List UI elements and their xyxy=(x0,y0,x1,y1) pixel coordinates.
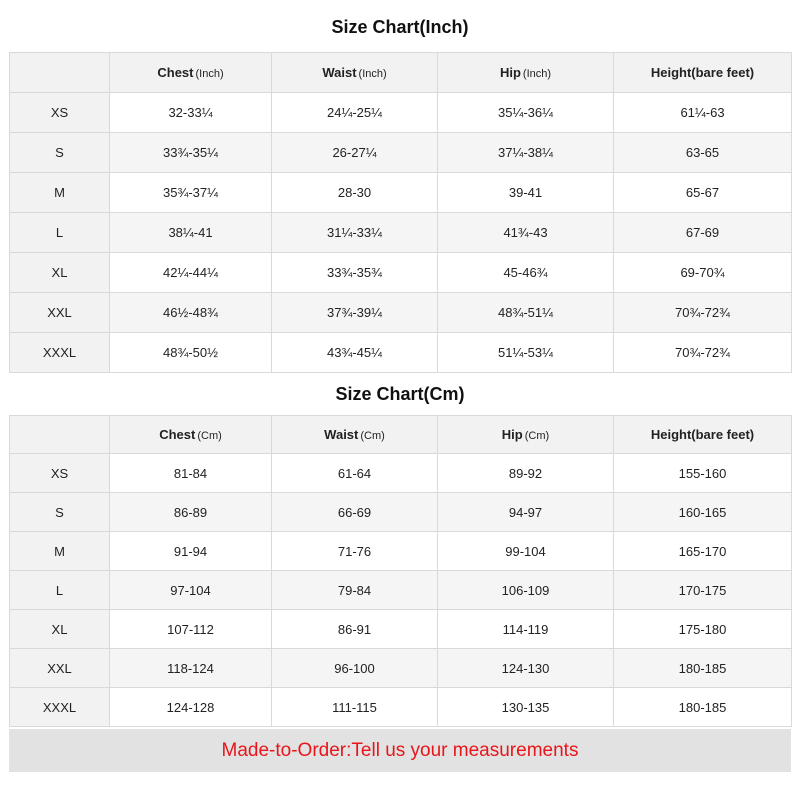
size-cell: XXXL xyxy=(10,688,110,727)
table-row xyxy=(10,333,792,373)
size-cell: XXXL xyxy=(10,333,110,373)
height-cell: 155-160 xyxy=(614,454,792,493)
waist-cell: 79-84 xyxy=(272,571,438,610)
table-row xyxy=(10,293,792,333)
waist-cell: 43¾-45¼ xyxy=(272,333,438,373)
height-cell: 69-70¾ xyxy=(614,253,792,293)
table-row xyxy=(10,610,792,649)
table-row xyxy=(10,173,792,213)
header-cell-size xyxy=(10,53,110,93)
header-cell-hip: Hip (Inch) xyxy=(438,53,614,93)
height-cell: 70¾-72¾ xyxy=(614,293,792,333)
height-cell: 67-69 xyxy=(614,213,792,253)
waist-cell: 86-91 xyxy=(272,610,438,649)
chest-cell: 118-124 xyxy=(110,649,272,688)
chest-cell: 42¼-44¼ xyxy=(110,253,272,293)
table-row xyxy=(10,253,792,293)
header-cell-chest: Chest (Cm) xyxy=(110,416,272,454)
size-cell: L xyxy=(10,571,110,610)
size-cell: M xyxy=(10,173,110,213)
waist-cell: 111-115 xyxy=(272,688,438,727)
chest-cell: 124-128 xyxy=(110,688,272,727)
chest-cell: 86-89 xyxy=(110,493,272,532)
waist-cell: 61-64 xyxy=(272,454,438,493)
height-cell: 160-165 xyxy=(614,493,792,532)
size-cell: S xyxy=(10,493,110,532)
height-cell: 63-65 xyxy=(614,133,792,173)
hip-cell: 37¼-38¼ xyxy=(438,133,614,173)
header-cell-size xyxy=(10,416,110,454)
waist-cell: 31¼-33¼ xyxy=(272,213,438,253)
size-cell: S xyxy=(10,133,110,173)
size-cell: XL xyxy=(10,610,110,649)
header-cell-height: Height(bare feet) xyxy=(614,416,792,454)
waist-cell: 28-30 xyxy=(272,173,438,213)
chest-cell: 48¾-50½ xyxy=(110,333,272,373)
chest-cell: 33¾-35¼ xyxy=(110,133,272,173)
chest-cell: 46½-48¾ xyxy=(110,293,272,333)
cm-size-table xyxy=(9,415,792,727)
hip-cell: 51¼-53¼ xyxy=(438,333,614,373)
inch-size-table xyxy=(9,52,792,373)
table-row xyxy=(10,571,792,610)
hip-cell: 106-109 xyxy=(438,571,614,610)
chest-cell: 35¾-37¼ xyxy=(110,173,272,213)
header-cell-height: Height(bare feet) xyxy=(614,53,792,93)
table-row xyxy=(10,93,792,133)
size-cell: XXL xyxy=(10,293,110,333)
waist-cell: 26-27¼ xyxy=(272,133,438,173)
table-row xyxy=(10,649,792,688)
hip-cell: 45-46¾ xyxy=(438,253,614,293)
cm-chart-title: Size Chart(Cm) xyxy=(335,384,465,404)
table-row xyxy=(10,133,792,173)
height-cell: 70¾-72¾ xyxy=(614,333,792,373)
chest-cell: 91-94 xyxy=(110,532,272,571)
chest-cell: 38¼-41 xyxy=(110,213,272,253)
height-cell: 175-180 xyxy=(614,610,792,649)
header-cell-waist: Waist (Inch) xyxy=(272,53,438,93)
table-row xyxy=(10,454,792,493)
header-cell-chest: Chest (Inch) xyxy=(110,53,272,93)
waist-cell: 96-100 xyxy=(272,649,438,688)
chest-cell: 32-33¼ xyxy=(110,93,272,133)
hip-cell: 35¼-36¼ xyxy=(438,93,614,133)
hip-cell: 114-119 xyxy=(438,610,614,649)
chest-cell: 97-104 xyxy=(110,571,272,610)
height-cell: 65-67 xyxy=(614,173,792,213)
waist-cell: 33¾-35¾ xyxy=(272,253,438,293)
hip-cell: 124-130 xyxy=(438,649,614,688)
table-row xyxy=(10,493,792,532)
waist-cell: 37¾-39¼ xyxy=(272,293,438,333)
table-header-row xyxy=(10,53,792,93)
chest-cell: 81-84 xyxy=(110,454,272,493)
size-cell: XXL xyxy=(10,649,110,688)
table-row xyxy=(10,532,792,571)
hip-cell: 39-41 xyxy=(438,173,614,213)
hip-cell: 130-135 xyxy=(438,688,614,727)
header-cell-waist: Waist (Cm) xyxy=(272,416,438,454)
size-cell: XL xyxy=(10,253,110,293)
hip-cell: 99-104 xyxy=(438,532,614,571)
waist-cell: 71-76 xyxy=(272,532,438,571)
chest-cell: 107-112 xyxy=(110,610,272,649)
made-to-order-banner: Made-to-Order:Tell us your measurements xyxy=(9,729,791,772)
table-row xyxy=(10,688,792,727)
size-cell: XS xyxy=(10,454,110,493)
header-cell-hip: Hip (Cm) xyxy=(438,416,614,454)
height-cell: 170-175 xyxy=(614,571,792,610)
inch-chart-title: Size Chart(Inch) xyxy=(331,17,469,37)
hip-cell: 41¾-43 xyxy=(438,213,614,253)
table-header-row xyxy=(10,416,792,454)
waist-cell: 24¼-25¼ xyxy=(272,93,438,133)
hip-cell: 48¾-51¼ xyxy=(438,293,614,333)
hip-cell: 94-97 xyxy=(438,493,614,532)
table-row xyxy=(10,213,792,253)
height-cell: 180-185 xyxy=(614,649,792,688)
hip-cell: 89-92 xyxy=(438,454,614,493)
height-cell: 165-170 xyxy=(614,532,792,571)
waist-cell: 66-69 xyxy=(272,493,438,532)
height-cell: 61¼-63 xyxy=(614,93,792,133)
size-cell: M xyxy=(10,532,110,571)
height-cell: 180-185 xyxy=(614,688,792,727)
size-cell: XS xyxy=(10,93,110,133)
size-cell: L xyxy=(10,213,110,253)
